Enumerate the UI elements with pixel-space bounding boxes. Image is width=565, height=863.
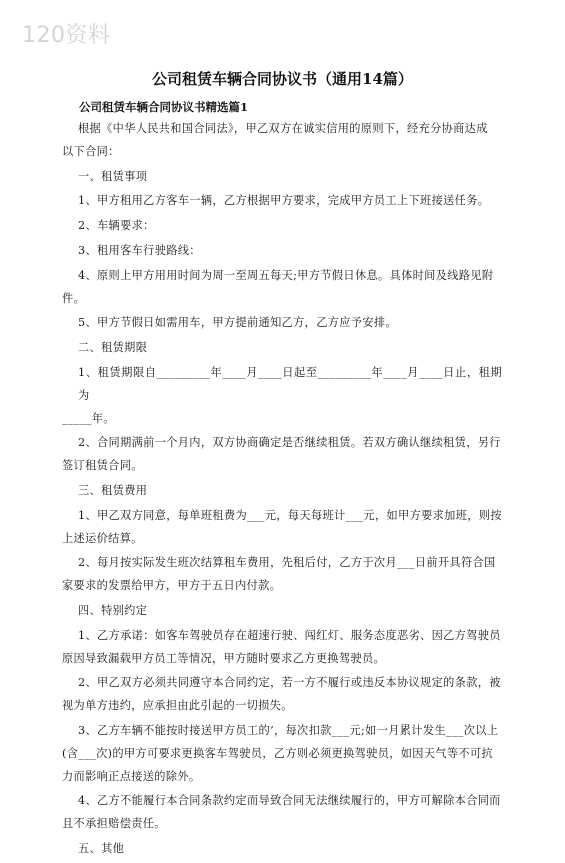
paragraph [62,190,502,213]
heading-special-terms [62,600,502,623]
paragraph-line: 4、原则上甲方用用时间为周一至周五每天;甲方节假日休息。具体时间及线路见附 [78,268,494,282]
paragraph-line: 1、甲方租用乙方客车一辆，乙方根据甲方要求，完成甲方员工上下班接送任务。 [78,194,490,208]
paragraph [62,312,502,335]
section-title: 公司租赁车辆合同协议书精选篇1 [79,100,248,114]
heading-rental-items [62,166,502,189]
heading-rental-period [62,337,502,360]
paragraph-line: _____年。 [62,411,115,425]
paragraph-line: 2、每月按实际发生班次结算租车费用，先租后付，乙方于次月___日前开具符合国 [78,556,496,570]
paragraph [62,362,502,430]
paragraph-line: 且不承担赔偿责任。 [62,817,166,831]
paragraph-line: 2、车辆要求： [78,219,155,233]
paragraph [62,118,502,164]
paragraph [62,215,502,238]
paragraph [62,432,502,478]
paragraph-line: 上述运价结算。 [62,531,143,545]
paragraph-line: 件。 [62,291,86,305]
paragraph-line: 四、特别约定 [78,603,148,617]
paragraph-line: (含___次)的甲方可要求更换客车驾驶员，乙方则必须更换驾驶员，如因天气等不可抗 [62,746,494,760]
paragraph-line: 5、甲方节假日如需用车，甲方提前通知乙方，乙方应予安排。 [78,316,397,330]
paragraph [62,240,502,263]
paragraph-line: 一、租赁事项 [78,169,148,183]
paragraph-line: 家要求的发票给甲方，甲方于五日内付款。 [62,579,282,593]
paragraph [62,672,502,718]
paragraph-line: 以下合同： [62,144,120,158]
paragraph-line: 2、合同期满前一个月内，双方协商确定是否继续租赁。若双方确认继续租赁，另行 [78,436,501,450]
paragraph-line: 原因导致漏载甲方员工等情况，甲方随时要求乙方更换驾驶员。 [62,651,386,665]
paragraph-line: 二、租赁期限 [78,341,148,355]
paragraph-line: 五、其他 [78,841,125,855]
heading-rental-fees [62,480,502,503]
paragraph-line: 3、租用客车行驶路线： [78,243,201,257]
paragraph [62,505,502,551]
document-title: 公司租赁车辆合同协议书（通用14篇） [152,70,413,88]
paragraph [62,552,502,598]
paragraph-line: 1、甲乙双方同意，每单班租费为___元，每天每班计___元，如甲方要求加班，则按 [78,508,502,522]
paragraph-line: 根据《中华人民共和国合同法》，甲乙双方在诚实信用的原则下，经充分协商达成 [78,122,488,135]
watermark-logo: 120资料 [22,23,111,48]
paragraph-line: 力而影响正点接送的除外。 [62,769,201,783]
paragraph-line: 视为单方违约，应承担由此引起的一切损失。 [62,699,293,713]
paragraph [62,790,502,836]
paragraph-line: 3、乙方车辆不能按时接送甲方员工的’，每次扣款___元;如一月累计发生___次以上 [78,723,499,737]
paragraph-line: 4、乙方不能履行本合同条款约定而导致合同无法继续履行的，甲方可解除本合同而 [78,794,501,808]
paragraph-line: 1、租赁期限自_________年____月____日起至_________年____月____日止，租期为 [78,365,502,402]
paragraph [62,625,502,671]
paragraph [62,265,502,311]
paragraph-line: 三、租赁费用 [78,483,148,497]
paragraph-line: 签订租赁合同。 [62,459,143,473]
document-body [62,118,502,863]
paragraph-line: 1、乙方承诺：如客车驾驶员存在超速行驶、闯红灯、服务态度恶劣、因乙方驾驶员 [78,628,501,642]
paragraph-line: 2、甲乙双方必须共同遵守本合同约定，若一方不履行或违反本协议规定的条款，被 [78,676,501,690]
paragraph [62,720,502,788]
heading-other [62,838,502,861]
